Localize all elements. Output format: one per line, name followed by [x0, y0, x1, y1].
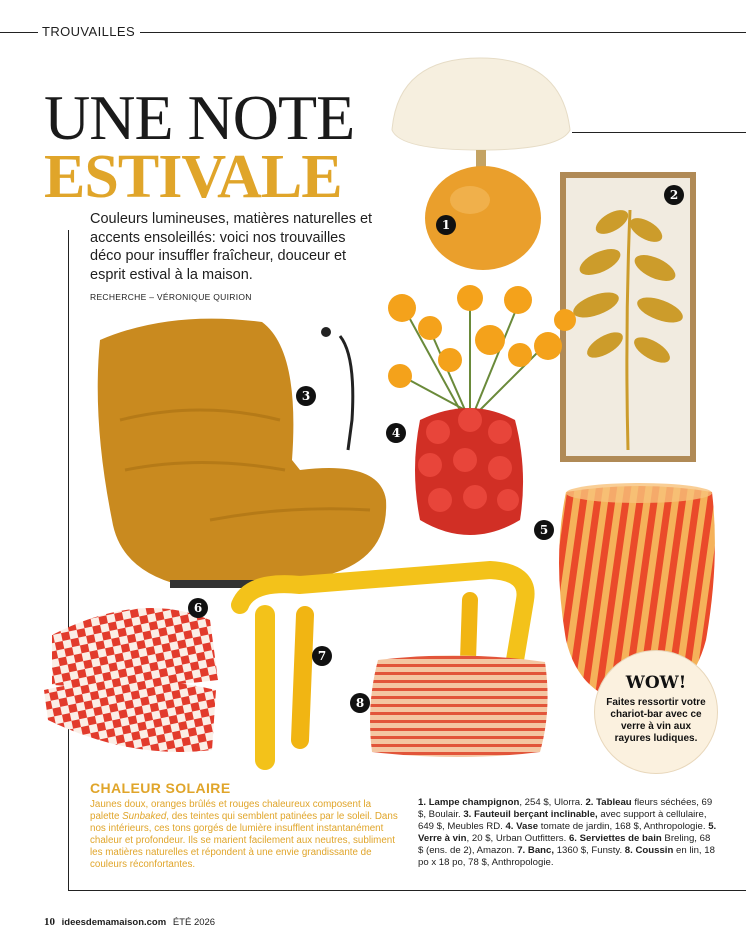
- product-number-7: 7: [312, 646, 332, 666]
- product-number-4: 4: [386, 423, 406, 443]
- wow-callout: [594, 650, 718, 774]
- credit-item: 6. Serviettes de bain Breling, 68 $ (ens. de 2), Amazon.: [418, 833, 711, 856]
- striped-cushion: [370, 655, 548, 757]
- credit-item: 4. Vase tomate de jardin, 168 $, Anthropologie.: [505, 821, 709, 832]
- mushroom-lamp: [392, 58, 570, 270]
- wow-title: WOW!: [625, 673, 687, 693]
- page-title-line1: UNE NOTE: [44, 82, 355, 153]
- footer-brand[interactable]: ideesdemamaison.com: [61, 917, 167, 928]
- research-credit: RECHERCHE – VÉRONIQUE QUIRION: [90, 292, 252, 302]
- section-body-post: , des teintes qui semblent patinées par le soleil. Dans nos intérieurs, ces tons gorgés de lumière insufflent instantanément chaleur et profondeur. Ils se marient facilement aux neutres, subliment les matières naturelles et répondent à une envie grandissante de couleurs réconfortantes.: [90, 811, 398, 870]
- product-credits: [418, 797, 718, 869]
- wow-text: Faites ressortir votre chariot-bar avec ce verre à vin aux rayures ludiques.: [606, 697, 706, 744]
- product-number-6: 6: [188, 598, 208, 618]
- page-title-line2: ESTIVALE: [44, 143, 342, 211]
- product-number-1: 1: [436, 215, 456, 235]
- intro-text: Couleurs lumineuses, matières naturelles et accents ensoleillés: voici nos trouvailles déco pour insuffler fraîcheur, douceur et esprit estival à la maison.: [90, 211, 373, 283]
- product-number-2: 2: [664, 185, 684, 205]
- credit-item: 5. Verre à vin, 20 $, Urban Outfitters.: [418, 821, 717, 844]
- product-number-8: 8: [350, 693, 370, 713]
- page-footer: [44, 916, 215, 928]
- section-body-emphasis: Sunbaked: [122, 811, 167, 822]
- credit-item: 2. Tableau fleurs séchées, 69 $, Boulair.: [418, 797, 713, 820]
- footer-issue: ÉTÉ 2026: [172, 917, 216, 928]
- page-number: 10: [44, 916, 55, 928]
- recliner-chair: [98, 319, 386, 588]
- product-number-5: 5: [534, 520, 554, 540]
- section-label: TROUVAILLES: [42, 24, 136, 39]
- credit-item: 8. Coussin en lin, 18 po x 18 po, 78 $, Anthropologie.: [418, 845, 715, 868]
- framed-painting: [560, 172, 696, 462]
- credit-item: 7. Banc, 1360 $, Funsty.: [517, 845, 625, 856]
- tomato-vase: [388, 285, 576, 535]
- product-number-3: 3: [296, 386, 316, 406]
- checkered-towels: [44, 608, 218, 752]
- section-title: CHALEUR SOLAIRE: [90, 780, 231, 796]
- credit-item: 3. Fauteuil berçant inclinable, avec support à cellulaire, 649 $, Meubles RD.: [418, 809, 707, 832]
- section-body: [90, 799, 402, 871]
- section-body-pre: Jaunes doux, oranges brûlés et rouges chaleureux composent la palette: [90, 799, 372, 822]
- credit-item: 1. Lampe champignon, 254 $, Ulorra.: [418, 797, 586, 808]
